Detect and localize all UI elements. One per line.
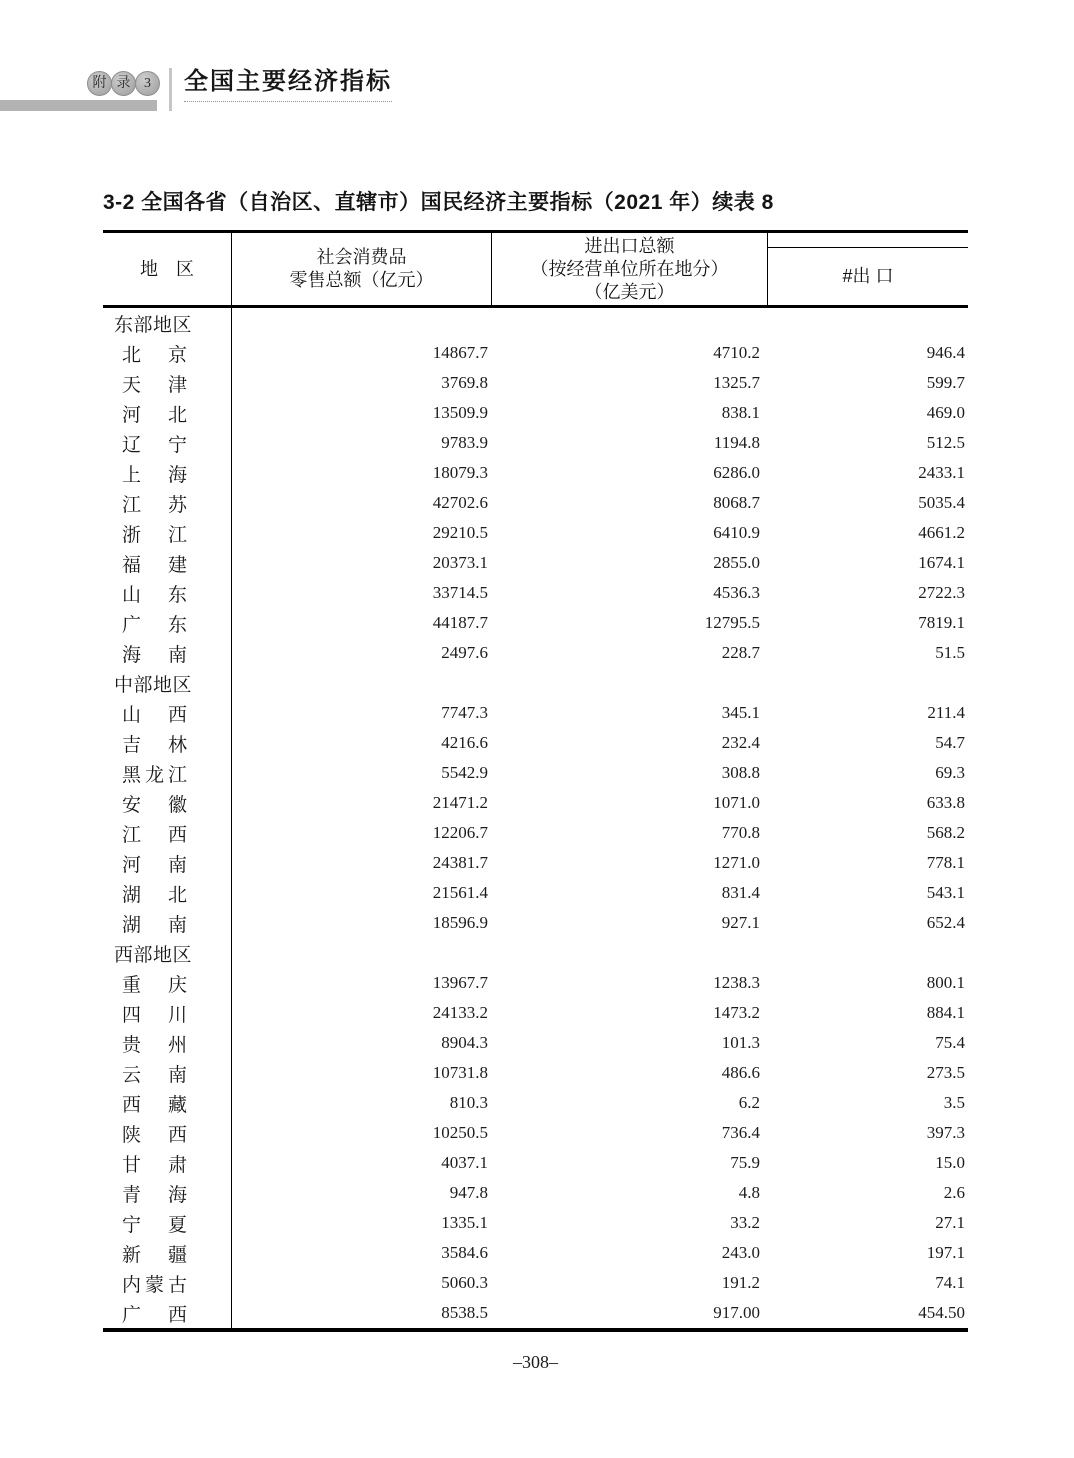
value-retail: 4216.6 xyxy=(441,733,488,752)
value-export xyxy=(768,308,968,338)
value-trade xyxy=(492,668,768,698)
region-name xyxy=(122,610,187,637)
region-name-char: 龙 xyxy=(144,764,164,786)
table-row xyxy=(103,1208,968,1238)
value-retail: 33714.5 xyxy=(432,583,488,602)
value-trade: 12795.5 xyxy=(704,613,760,632)
table-row xyxy=(103,728,968,758)
region-cell xyxy=(103,998,232,1028)
region-cell xyxy=(103,608,232,638)
region-name-char: 四 xyxy=(122,1004,142,1026)
value-trade: 232.4 xyxy=(721,733,760,752)
region-cell xyxy=(103,1208,232,1238)
region-name-char: 广 xyxy=(122,614,142,636)
value-export: 454.50 xyxy=(918,1303,965,1322)
region-name-char: 黑 xyxy=(122,764,142,786)
value-retail: 5542.9 xyxy=(441,763,488,782)
value-retail: 10731.8 xyxy=(432,1063,488,1082)
value-trade xyxy=(492,308,768,338)
value-export: 69.3 xyxy=(935,763,965,782)
region-cell xyxy=(103,428,232,458)
badge-circle: 附 xyxy=(87,71,112,96)
value-export: 512.5 xyxy=(926,433,965,452)
region-name-char: 陕 xyxy=(122,1124,142,1146)
region-name xyxy=(122,1150,187,1177)
value-export: 5035.4 xyxy=(918,493,965,512)
region-name-char: 川 xyxy=(167,1004,187,1026)
value-retail: 810.3 xyxy=(449,1093,488,1112)
region-name-char: 北 xyxy=(122,344,142,366)
value-export: 74.1 xyxy=(935,1273,965,1292)
value-export: 568.2 xyxy=(926,823,965,842)
region-cell xyxy=(103,908,232,938)
table-row xyxy=(103,338,968,368)
region-name-char: 林 xyxy=(167,734,187,756)
region-name-char: 安 xyxy=(122,794,142,816)
region-name-char: 湖 xyxy=(122,884,142,906)
region-cell xyxy=(103,458,232,488)
table-row xyxy=(103,608,968,638)
region-name xyxy=(122,1300,187,1327)
value-trade: 33.2 xyxy=(730,1213,760,1232)
value-retail: 1335.1 xyxy=(441,1213,488,1232)
region-name-char: 西 xyxy=(167,1304,187,1326)
table-row xyxy=(103,1088,968,1118)
region-name-char: 重 xyxy=(122,974,142,996)
region-name: 东部地区 xyxy=(114,314,193,336)
appendix-section-title: 全国主要经济指标 xyxy=(184,68,392,102)
value-export: 800.1 xyxy=(926,973,965,992)
value-retail xyxy=(232,308,492,338)
region-name xyxy=(122,880,187,907)
header-region-label: 地 区 xyxy=(140,258,194,279)
appendix-badge xyxy=(87,71,159,96)
value-trade: 75.9 xyxy=(730,1153,760,1172)
value-trade: 191.2 xyxy=(721,1273,760,1292)
value-export: 54.7 xyxy=(935,733,965,752)
header-retail-cell xyxy=(232,233,492,305)
region-name-char: 新 xyxy=(122,1244,142,1266)
value-export: 599.7 xyxy=(926,373,965,392)
table-row xyxy=(103,668,968,698)
value-retail: 2497.6 xyxy=(441,643,488,662)
region-name-char: 津 xyxy=(167,374,187,396)
table-row xyxy=(103,938,968,968)
region-name xyxy=(122,820,187,847)
value-trade: 486.6 xyxy=(721,1063,760,1082)
table-row xyxy=(103,1118,968,1148)
table-row xyxy=(103,698,968,728)
region-cell xyxy=(103,1268,232,1298)
region-name-char: 辽 xyxy=(122,434,142,456)
table-row xyxy=(103,1028,968,1058)
table-row xyxy=(103,998,968,1028)
value-export: 2.6 xyxy=(943,1183,965,1202)
region-cell xyxy=(103,308,232,338)
value-export: 7819.1 xyxy=(918,613,965,632)
table-body xyxy=(103,308,968,1332)
region-cell xyxy=(103,1028,232,1058)
region-name-char: 南 xyxy=(167,644,187,666)
header-trade-line1: 进出口总额 xyxy=(584,235,675,256)
value-trade: 345.1 xyxy=(721,703,760,722)
value-trade: 736.4 xyxy=(721,1123,760,1142)
table-row xyxy=(103,548,968,578)
region-cell xyxy=(103,848,232,878)
region-name xyxy=(122,460,187,487)
region-name-char: 东 xyxy=(167,614,187,636)
region-name-char: 内 xyxy=(122,1274,142,1296)
region-name-char: 贵 xyxy=(122,1034,142,1056)
econ-table xyxy=(103,230,968,1332)
value-trade: 1473.2 xyxy=(713,1003,760,1022)
value-retail: 20373.1 xyxy=(432,553,488,572)
value-export: 2722.3 xyxy=(918,583,965,602)
header-export-cell xyxy=(768,233,968,305)
value-trade: 927.1 xyxy=(721,913,760,932)
region-name-char: 宁 xyxy=(167,434,187,456)
region-cell xyxy=(103,878,232,908)
header-export-top-strip xyxy=(768,233,968,248)
value-export: 1674.1 xyxy=(918,553,965,572)
region-name xyxy=(122,370,187,397)
value-trade: 6410.9 xyxy=(713,523,760,542)
value-export: 778.1 xyxy=(926,853,965,872)
value-retail: 8904.3 xyxy=(441,1033,488,1052)
value-export: 946.4 xyxy=(926,343,965,362)
region-name xyxy=(122,1030,187,1057)
table-row xyxy=(103,308,968,338)
value-export: 633.8 xyxy=(926,793,965,812)
region-name xyxy=(122,1180,187,1207)
value-retail: 14867.7 xyxy=(432,343,488,362)
value-retail: 13967.7 xyxy=(432,973,488,992)
region-name-char: 州 xyxy=(167,1034,187,1056)
value-retail: 42702.6 xyxy=(432,493,488,512)
value-retail: 3769.8 xyxy=(441,373,488,392)
value-trade: 6.2 xyxy=(738,1093,760,1112)
region-name xyxy=(122,1240,187,1267)
region-name xyxy=(122,550,187,577)
value-trade: 1325.7 xyxy=(713,373,760,392)
value-export: 652.4 xyxy=(926,913,965,932)
region-name-char: 上 xyxy=(122,464,142,486)
value-trade: 6286.0 xyxy=(713,463,760,482)
value-retail: 12206.7 xyxy=(432,823,488,842)
table-row xyxy=(103,518,968,548)
region-name xyxy=(122,1120,187,1147)
table-title: 3-2 全国各省（自治区、直辖市）国民经济主要指标（2021 年）续表 8 xyxy=(103,191,774,214)
region-name-char: 云 xyxy=(122,1064,142,1086)
region-name-char: 江 xyxy=(167,764,187,786)
region-cell xyxy=(103,488,232,518)
header-retail-line2: 零售总额（亿元） xyxy=(289,270,434,290)
value-trade: 1238.3 xyxy=(713,973,760,992)
table-row xyxy=(103,1238,968,1268)
value-trade: 1071.0 xyxy=(713,793,760,812)
region-name xyxy=(122,970,187,997)
region-cell xyxy=(103,548,232,578)
value-trade: 8068.7 xyxy=(713,493,760,512)
region-cell xyxy=(103,818,232,848)
value-retail: 18596.9 xyxy=(432,913,488,932)
region-name-char: 江 xyxy=(167,524,187,546)
region-name xyxy=(122,520,187,547)
value-retail: 3584.6 xyxy=(441,1243,488,1262)
value-retail xyxy=(232,938,492,968)
value-trade: 1271.0 xyxy=(713,853,760,872)
value-trade: 228.7 xyxy=(721,643,760,662)
value-trade: 243.0 xyxy=(721,1243,760,1262)
region-name-char: 浙 xyxy=(122,524,142,546)
header-export-label xyxy=(768,248,968,305)
region-name xyxy=(122,1060,187,1087)
region-cell xyxy=(103,668,232,698)
region-cell xyxy=(103,1238,232,1268)
region-name-char: 夏 xyxy=(167,1214,187,1236)
region-name-char: 山 xyxy=(122,704,142,726)
region-name-char: 江 xyxy=(122,494,142,516)
value-trade: 838.1 xyxy=(721,403,760,422)
region-cell xyxy=(103,1148,232,1178)
region-cell xyxy=(103,638,232,668)
region-name-char: 南 xyxy=(167,914,187,936)
value-retail: 29210.5 xyxy=(432,523,488,542)
region-name-char: 苏 xyxy=(167,494,187,516)
table-row xyxy=(103,428,968,458)
region-name-char: 东 xyxy=(167,584,187,606)
region-name-char: 西 xyxy=(122,1094,142,1116)
value-retail: 24133.2 xyxy=(432,1003,488,1022)
region-name-char: 蒙 xyxy=(144,1274,164,1296)
table-row xyxy=(103,1058,968,1088)
value-export: 397.3 xyxy=(926,1123,965,1142)
value-export: 51.5 xyxy=(935,643,965,662)
badge-circle: 3 xyxy=(135,71,160,96)
region-name xyxy=(122,340,187,367)
value-retail: 7747.3 xyxy=(441,703,488,722)
region-name xyxy=(122,640,187,667)
value-retail: 13509.9 xyxy=(432,403,488,422)
region-name-char: 广 xyxy=(122,1304,142,1326)
region-cell xyxy=(103,368,232,398)
value-export: 197.1 xyxy=(926,1243,965,1262)
region-name-char: 北 xyxy=(167,404,187,426)
value-retail: 24381.7 xyxy=(432,853,488,872)
value-export: 27.1 xyxy=(935,1213,965,1232)
region-cell xyxy=(103,698,232,728)
region-name xyxy=(122,910,187,937)
table-row xyxy=(103,578,968,608)
region-name xyxy=(122,850,187,877)
region-cell xyxy=(103,578,232,608)
value-trade: 2855.0 xyxy=(713,553,760,572)
header-trade-cell xyxy=(492,233,768,305)
table-row xyxy=(103,638,968,668)
region-name xyxy=(122,490,187,517)
region-cell xyxy=(103,1298,232,1328)
region-name-char: 西 xyxy=(167,1124,187,1146)
value-export: 884.1 xyxy=(926,1003,965,1022)
table-row xyxy=(103,1268,968,1298)
table-row xyxy=(103,1178,968,1208)
region-cell xyxy=(103,338,232,368)
header-trade-line3: （亿美元） xyxy=(584,281,675,302)
value-export: 273.5 xyxy=(926,1063,965,1082)
region-name-char: 徽 xyxy=(167,794,187,816)
region-name xyxy=(122,730,187,757)
region-name-char: 甘 xyxy=(122,1154,142,1176)
region-cell xyxy=(103,1058,232,1088)
value-trade: 831.4 xyxy=(721,883,760,902)
header-export-text: #出 口 xyxy=(842,266,894,286)
region-cell xyxy=(103,758,232,788)
value-export: 3.5 xyxy=(943,1093,965,1112)
region-cell xyxy=(103,1118,232,1148)
region-name-char: 河 xyxy=(122,854,142,876)
region-name xyxy=(122,580,187,607)
region-name-char: 江 xyxy=(122,824,142,846)
region-name-char: 河 xyxy=(122,404,142,426)
region-name: 西部地区 xyxy=(114,944,193,966)
region-name-char: 天 xyxy=(122,374,142,396)
value-retail: 18079.3 xyxy=(432,463,488,482)
region-name xyxy=(122,1270,187,1297)
value-trade: 308.8 xyxy=(721,763,760,782)
region-name-char: 北 xyxy=(167,884,187,906)
region-name xyxy=(122,400,187,427)
value-trade: 917.00 xyxy=(713,1303,760,1322)
table-row xyxy=(103,968,968,998)
region-name-char: 南 xyxy=(167,1064,187,1086)
value-export: 543.1 xyxy=(926,883,965,902)
region-name xyxy=(122,430,187,457)
region-name-char: 古 xyxy=(167,1274,187,1296)
region-name-char: 海 xyxy=(167,464,187,486)
region-name xyxy=(122,1210,187,1237)
region-name-char: 青 xyxy=(122,1184,142,1206)
table-row xyxy=(103,908,968,938)
region-name-char: 西 xyxy=(167,824,187,846)
region-name-char: 藏 xyxy=(167,1094,187,1116)
region-cell xyxy=(103,1088,232,1118)
region-name-char: 海 xyxy=(122,644,142,666)
page-number: –308– xyxy=(513,1352,558,1372)
region-cell xyxy=(103,968,232,998)
region-name: 中部地区 xyxy=(114,674,193,696)
region-name xyxy=(122,790,187,817)
region-name-char: 福 xyxy=(122,554,142,576)
table-row xyxy=(103,1298,968,1328)
value-trade: 4536.3 xyxy=(713,583,760,602)
value-retail: 8538.5 xyxy=(441,1303,488,1322)
header-divider xyxy=(169,68,172,111)
region-name xyxy=(122,760,187,787)
value-retail: 21561.4 xyxy=(432,883,488,902)
value-export: 75.4 xyxy=(935,1033,965,1052)
value-trade: 1194.8 xyxy=(713,433,760,452)
value-retail: 4037.1 xyxy=(441,1153,488,1172)
table-row xyxy=(103,1148,968,1178)
table-row xyxy=(103,368,968,398)
value-retail: 10250.5 xyxy=(432,1123,488,1142)
region-name-char: 疆 xyxy=(167,1244,187,1266)
value-export: 15.0 xyxy=(935,1153,965,1172)
header-trade-line2: （按经营单位所在地分） xyxy=(530,258,729,279)
value-retail xyxy=(232,668,492,698)
table-row xyxy=(103,458,968,488)
value-trade: 101.3 xyxy=(721,1033,760,1052)
region-name-char: 吉 xyxy=(122,734,142,756)
table-row xyxy=(103,788,968,818)
region-cell xyxy=(103,788,232,818)
gray-bar xyxy=(0,100,157,111)
region-name-char: 京 xyxy=(167,344,187,366)
header-region-cell xyxy=(103,233,232,305)
region-name-char: 肃 xyxy=(167,1154,187,1176)
region-name-char: 湖 xyxy=(122,914,142,936)
region-name xyxy=(122,1000,187,1027)
region-name-char: 宁 xyxy=(122,1214,142,1236)
region-name xyxy=(122,1090,187,1117)
value-trade: 4.8 xyxy=(738,1183,760,1202)
value-trade: 770.8 xyxy=(721,823,760,842)
table-row xyxy=(103,398,968,428)
table-row xyxy=(103,848,968,878)
region-cell xyxy=(103,728,232,758)
header-retail-line1: 社会消费品 xyxy=(316,247,407,267)
value-retail: 21471.2 xyxy=(432,793,488,812)
table-row xyxy=(103,818,968,848)
value-export xyxy=(768,668,968,698)
value-export: 2433.1 xyxy=(918,463,965,482)
region-cell xyxy=(103,1178,232,1208)
region-name xyxy=(122,700,187,727)
value-export xyxy=(768,938,968,968)
appendix-header xyxy=(0,66,1074,116)
value-export: 469.0 xyxy=(926,403,965,422)
table-row xyxy=(103,758,968,788)
region-name-char: 建 xyxy=(167,554,187,576)
region-cell xyxy=(103,518,232,548)
region-name-char: 南 xyxy=(167,854,187,876)
value-export: 4661.2 xyxy=(918,523,965,542)
value-trade: 4710.2 xyxy=(713,343,760,362)
value-retail: 9783.9 xyxy=(441,433,488,452)
value-retail: 5060.3 xyxy=(441,1273,488,1292)
value-trade xyxy=(492,938,768,968)
region-cell xyxy=(103,398,232,428)
value-retail: 947.8 xyxy=(449,1183,488,1202)
table-header xyxy=(103,230,968,308)
value-retail: 44187.7 xyxy=(432,613,488,632)
badge-circle: 录 xyxy=(111,71,136,96)
table-row xyxy=(103,878,968,908)
region-name-char: 庆 xyxy=(167,974,187,996)
value-export: 211.4 xyxy=(927,703,965,722)
region-name-char: 西 xyxy=(167,704,187,726)
region-name-char: 海 xyxy=(167,1184,187,1206)
region-name-char: 山 xyxy=(122,584,142,606)
region-cell xyxy=(103,938,232,968)
table-row xyxy=(103,488,968,518)
